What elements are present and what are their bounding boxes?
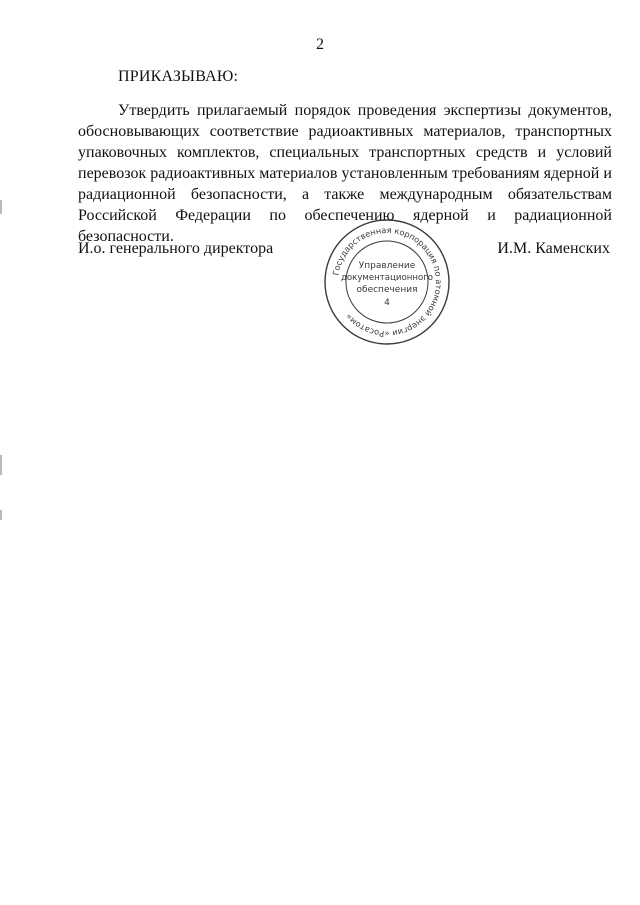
official-seal-stamp: [323, 218, 451, 346]
stamp-number: 4: [384, 298, 390, 308]
order-heading: ПРИКАЗЫВАЮ:: [118, 68, 239, 85]
stamp-line-1: Управление: [358, 261, 416, 271]
signatory-title: И.о. генерального директора: [78, 240, 274, 257]
order-body-text: Утвердить прилагаемый порядок проведения экспертизы документов, обосновывающих соответствие радиоактивных материалов, транспортных упаковочных комплектов, специальных транспортных средств и условий перевозок радиоактивных материалов установленным требованиям ядерной и радиационной безопасности, а также международным обязательствам Российской Федерации по обеспечению ядерной и радиационной безопасности.: [78, 102, 612, 245]
stamp-ring-text: Государственная корпорация по атомной энергии «Росатом»: [330, 224, 445, 340]
stamp-line-3: обеспечения: [356, 285, 418, 295]
page-number: 2: [316, 36, 324, 53]
stamp-line-2: документационного: [340, 273, 434, 283]
scan-artifact: [0, 510, 2, 520]
scan-artifact: [0, 455, 2, 475]
scan-artifact: [0, 200, 2, 214]
signatory-name: И.М. Каменских: [497, 240, 610, 257]
